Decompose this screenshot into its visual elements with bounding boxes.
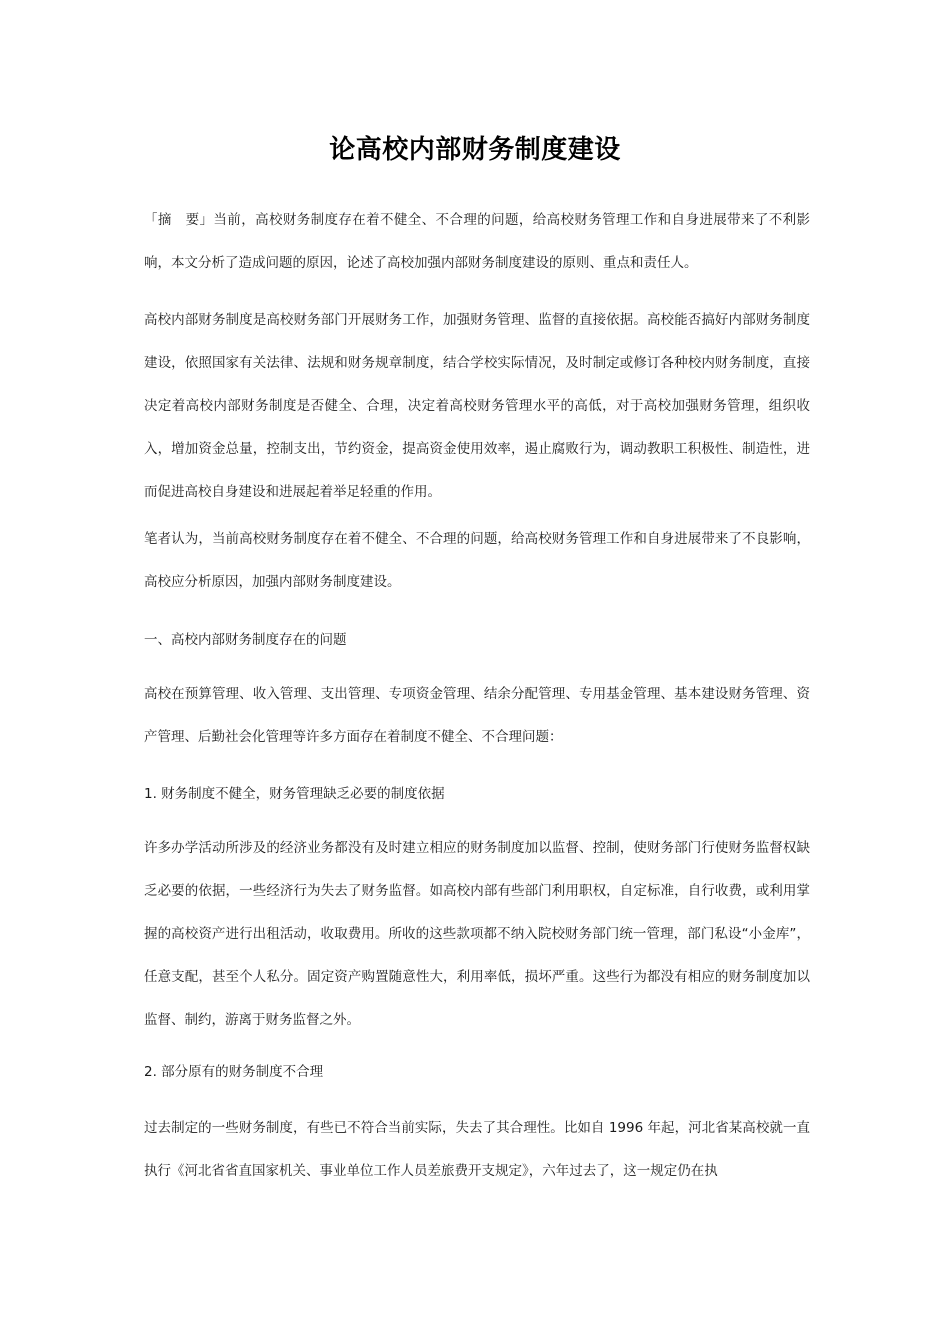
abstract-label: 「摘 要」 — [144, 212, 214, 228]
abstract-text: 当前，高校财务制度存在着不健全、不合理的问题，给高校财务管理工作和自身进展带来了不利影响，本文分析了造成问题的原因，论述了高校加强内部财务制度建设的原则、重点和责任人。 — [144, 212, 811, 271]
body-paragraph-1: 高校内部财务制度是高校财务部门开展财务工作，加强财务管理、监督的直接依据。高校能否搞好内部财务制度建设，依照国家有关法律、法规和财务规章制度，结合学校实际情况，及时制定或修订各种校内财务制度，直接决定着高校内部财务制度是否健全、合理，决定着高校财务管理水平的高低，对于高校加强财务管理，组织收入，增加资金总量，控制支出，节约资金，提高资金使用效率，遏止腐败行为，调动教职工积极性、制造性，进而促进高校自身建设和进展起着举足轻重的作用。 — [144, 312, 810, 500]
document-title: 论高校内部财务制度建设 — [329, 135, 621, 165]
abstract-paragraph — [144, 199, 810, 285]
subsection-heading-2: 2. 部分原有的财务制度不合理 — [144, 1064, 324, 1080]
subsection-2-text: 过去制定的一些财务制度，有些已不符合当前实际，失去了其合理性。比如自 1996 年起，河北省某高校就一直执行《河北省省直国家机关、事业单位工作人员差旅费开支规定》，六年过去了，这一规定仍在执 — [144, 1120, 810, 1179]
section-1-intro: 高校在预算管理、收入管理、支出管理、专项资金管理、结余分配管理、专用基金管理、基本建设财务管理、资产管理、后勤社会化管理等许多方面存在着制度不健全、不合理问题： — [144, 686, 810, 745]
subsection-1-text: 许多办学活动所涉及的经济业务都没有及时建立相应的财务制度加以监督、控制，使财务部门行使财务监督权缺乏必要的依据，一些经济行为失去了财务监督。如高校内部有些部门利用职权，自定标准，自行收费，或利用掌握的高校资产进行出租活动，收取费用。所收的这些款项都不纳入院校财务部门统一管理，部门私设“小金库”，任意支配，甚至个人私分。固定资产购置随意性大，利用率低，损坏严重。这些行为都没有相应的财务制度加以监督、制约，游离于财务监督之外。 — [144, 840, 810, 1028]
section-heading-1: 一、高校内部财务制度存在的问题 — [144, 632, 347, 648]
subsection-heading-1: 1. 财务制度不健全，财务管理缺乏必要的制度依据 — [144, 786, 445, 802]
body-paragraph-2: 笔者认为，当前高校财务制度存在着不健全、不合理的问题，给高校财务管理工作和自身进展带来了不良影响，高校应分析原因，加强内部财务制度建设。 — [144, 531, 810, 590]
